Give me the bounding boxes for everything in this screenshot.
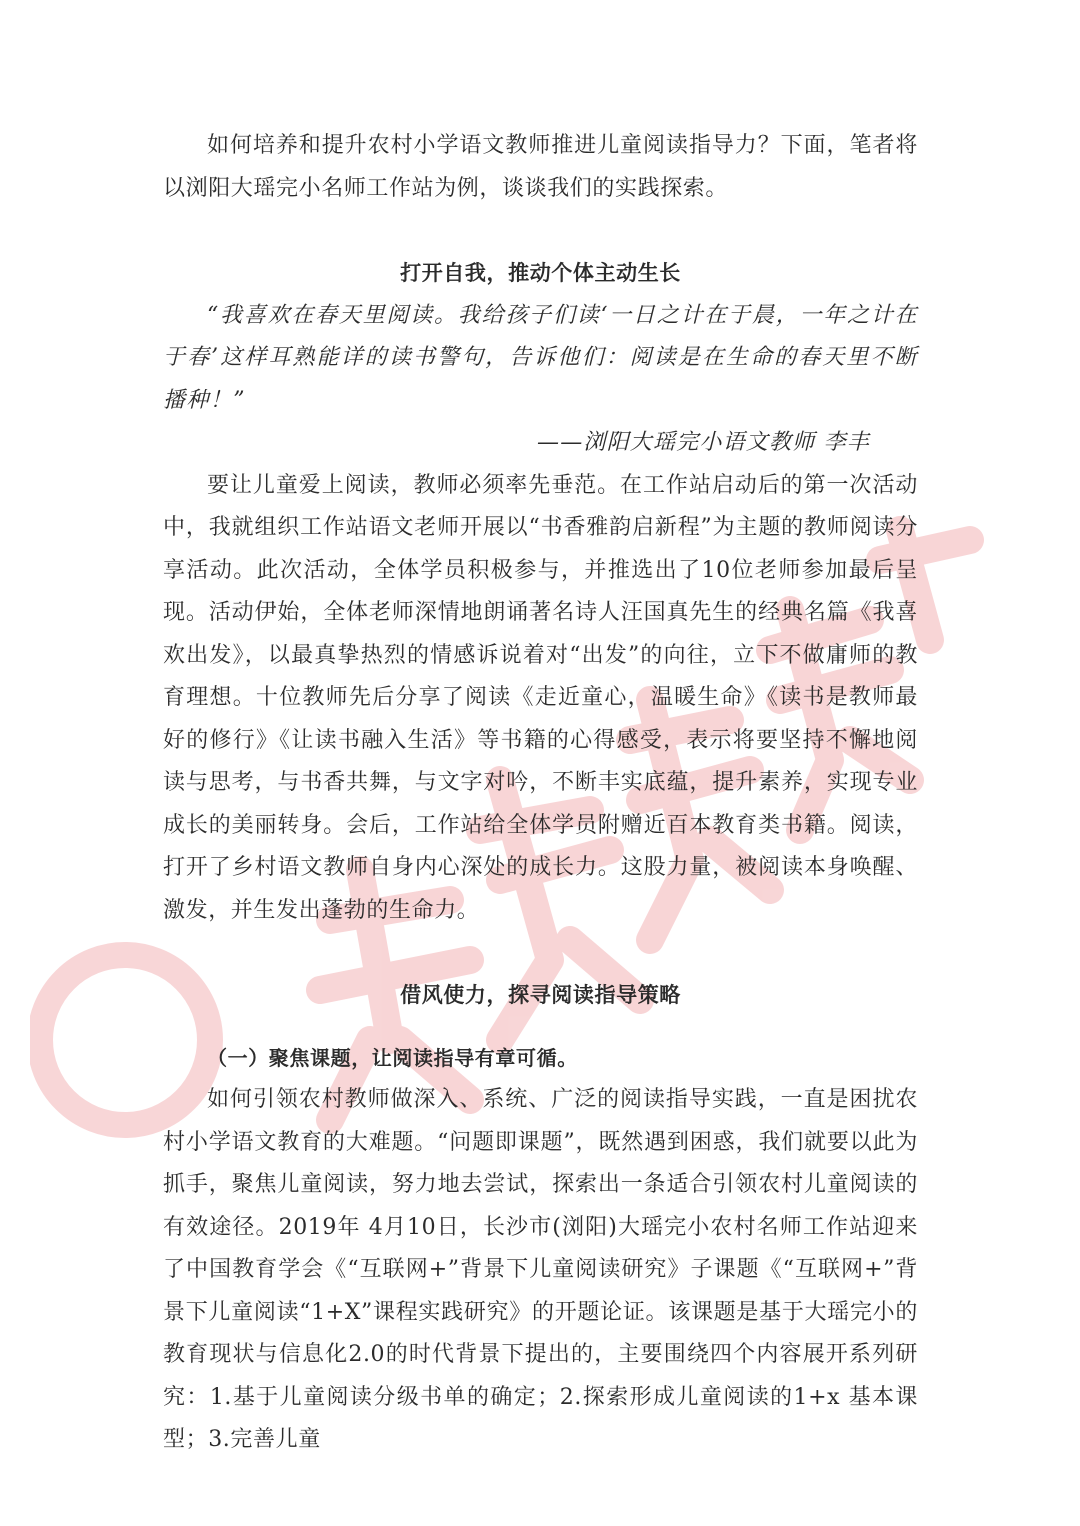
section-1-heading: 打开自我，推动个体主动生长 bbox=[400, 261, 681, 285]
section-1-paragraph: 要让儿童爱上阅读，教师必须率先垂范。在工作站启动后的第一次活动中，我就组织工作站语文老师开展以“书香雅韵启新程”为主题的教师阅读分享活动。此次活动，全体学员积极参与，并推选出了10位老师参加最后呈现。活动伊始，全体老师深情地朗诵著名诗人汪国真先生的经典名篇《我喜欢出发》，以最真挚热烈的情感诉说着对“出发”的向往，立下不做庸师的教育理想。十位教师先后分享了阅读《走近童心，温暖生命》《读书是教师最好的修行》《让读书融入生活》等书籍的心得感受，表示将要坚持不懈地阅读与思考，与书香共舞，与文字对吟，不断丰实底蕴，提升素养，实现专业成长的美丽转身。会后，工作站给全体学员附赠近百本教育类书籍。阅读，打开了乡村语文教师自身内心深处的成长力。这股力量，被阅读本身唤醒、激发，并生发出蓬勃的生命力。 bbox=[163, 472, 918, 923]
watermark-text: 未经授权禁止 bbox=[30, 400, 36, 401]
intro-paragraph: 如何培养和提升农村小学语文教师推进儿童阅读指导力？下面，笔者将以浏阳大瑶完小名师工作站为例，谈谈我们的实践探索。 bbox=[163, 133, 918, 201]
blank-line bbox=[163, 210, 918, 252]
section-2-subheading: （一）聚焦课题，让阅读指导有章可循。 bbox=[207, 1045, 578, 1070]
blank-gap bbox=[163, 1017, 918, 1037]
section-2-heading: 借风使力，探寻阅读指导策略 bbox=[400, 983, 681, 1007]
section-1-quote: “我喜欢在春天里阅读。我给孩子们读‘一日之计在于晨，一年之计在于春’这样耳熟能详的读书警句，告诉他们：阅读是在生命的春天里不断播种！” bbox=[163, 302, 918, 413]
quote-attribution: ——浏阳大瑶完小语文教师 李丰 bbox=[537, 430, 870, 455]
section-2-paragraph: 如何引领农村教师做深入、系统、广泛的阅读指导实践，一直是困扰农村小学语文教育的大难题。“问题即课题”，既然遇到困惑，我们就要以此为抓手，聚焦儿童阅读，努力地去尝试，探索出一条适合引领农村儿童阅读的有效途径。2019年 4月10日，长沙市(浏阳)大瑶完小农村名师工作站迎来了中国教育学会《“互联网+”背景下儿童阅读研究》子课题《“互联网+”背景下儿童阅读“1+X”课程实践研究》的开题论证。该课题是基于大瑶完小的教育现状与信息化2.0的时代背景下提出的，主要围绕四个内容展开系列研究：1.基于儿童阅读分级书单的确定；2.探索形成儿童阅读的1+x 基本课型；3.完善儿童 bbox=[163, 1087, 918, 1452]
article-body bbox=[163, 125, 918, 1462]
blank-line bbox=[163, 932, 918, 974]
